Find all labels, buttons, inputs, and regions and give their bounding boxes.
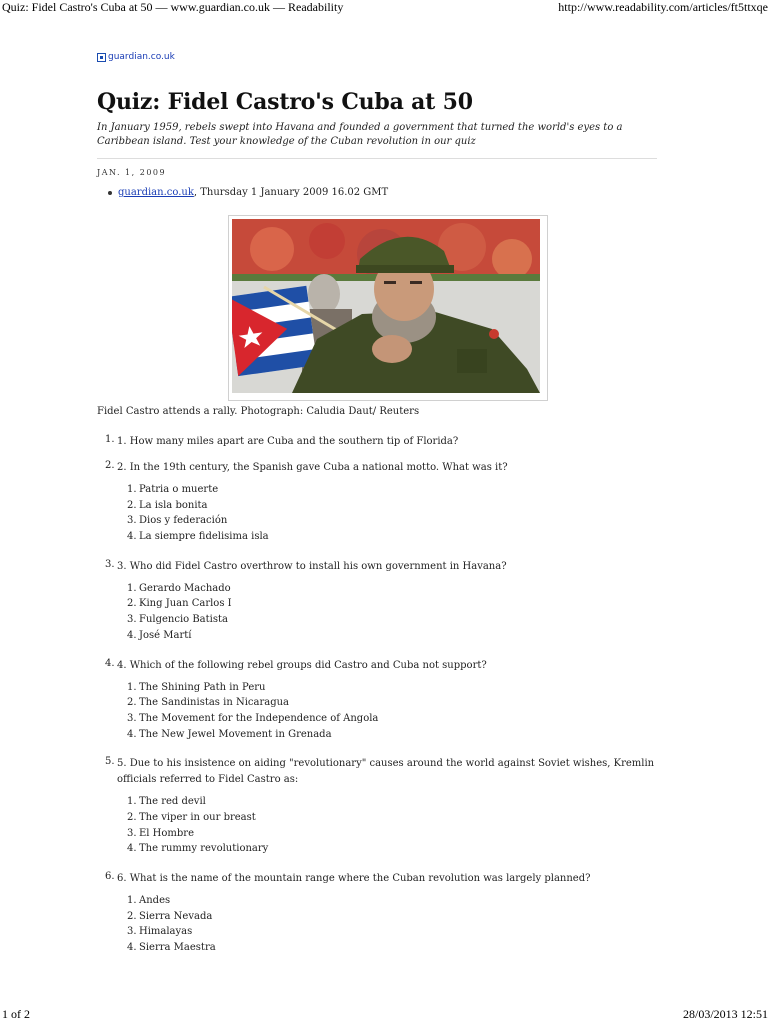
photo-illustration	[232, 219, 540, 393]
answer-option	[97, 581, 671, 597]
option-number: 1.	[127, 484, 137, 495]
guardian-favicon-icon	[97, 53, 106, 62]
question-text: 6. What is the name of the mountain range where the Cuban revolution was largely planned?	[117, 873, 591, 884]
option-number: 4.	[127, 942, 137, 954]
answer-option	[97, 794, 671, 810]
answer-option	[97, 498, 671, 514]
quiz-list	[97, 434, 671, 970]
print-footer-datetime: 28/03/2013 12:51	[682, 1007, 768, 1021]
option-number: 4.	[127, 843, 137, 855]
byline-item	[118, 187, 671, 198]
option-text: Himalayas	[139, 926, 193, 938]
quiz-question	[97, 460, 671, 545]
option-number: 3.	[127, 827, 137, 839]
option-number: 3.	[127, 614, 137, 626]
option-text: The Movement for the Independence of Angola	[139, 712, 379, 724]
question-text: 4. Which of the following rebel groups did Castro and Cuba not support?	[117, 659, 487, 671]
option-number: 3.	[127, 515, 137, 527]
quiz-question	[97, 871, 671, 956]
option-number: 2.	[127, 697, 137, 709]
source-line	[97, 52, 671, 62]
answer-option	[97, 940, 671, 956]
answer-option	[97, 695, 671, 711]
answer-option	[97, 727, 671, 743]
option-text: Sierra Nevada	[139, 910, 213, 922]
answer-options	[97, 581, 671, 644]
answer-options	[97, 482, 671, 545]
option-text: Sierra Maestra	[139, 942, 216, 954]
quiz-question	[97, 756, 671, 857]
option-number: 1.	[127, 681, 137, 693]
option-text: The Shining Path in Peru	[139, 681, 266, 693]
option-text: Fulgencio Batista	[139, 614, 228, 626]
answer-option	[97, 529, 671, 545]
question-text: 3. Who did Fidel Castro overthrow to install his own government in Havana?	[117, 560, 507, 572]
answer-option	[97, 513, 671, 529]
option-text: Andes	[139, 895, 171, 906]
question-number: 3.	[105, 558, 115, 570]
print-footer-page: 1 of 2	[2, 1007, 30, 1021]
option-number: 2.	[127, 811, 137, 823]
answer-options	[97, 794, 671, 857]
answer-option	[97, 628, 671, 644]
option-text: José Martí	[139, 629, 192, 641]
question-text: 1. How many miles apart are Cuba and the southern tip of Florida?	[117, 436, 459, 447]
print-header	[0, 0, 768, 16]
option-number: 4.	[127, 629, 137, 641]
option-number: 2.	[127, 598, 137, 610]
byline	[97, 187, 671, 198]
option-number: 3.	[127, 926, 137, 938]
answer-option	[97, 680, 671, 696]
article-date: JAN. 1, 2009	[97, 168, 167, 177]
source-link[interactable]: guardian.co.uk	[108, 52, 175, 62]
option-text: The rummy revolutionary	[139, 843, 269, 855]
quiz-question	[97, 434, 671, 450]
option-number: 4.	[127, 531, 137, 543]
answer-option	[97, 893, 671, 909]
answer-option	[97, 909, 671, 925]
answer-option	[97, 596, 671, 612]
option-number: 1.	[127, 582, 137, 594]
print-header-title: Quiz: Fidel Castro's Cuba at 50 — www.guardian.co.uk — Readability	[2, 0, 344, 14]
article	[97, 52, 671, 954]
castro-photo	[232, 219, 540, 393]
option-text: El Hombre	[139, 827, 194, 839]
option-text: King Juan Carlos I	[139, 598, 232, 610]
answer-option	[97, 612, 671, 628]
article-photo-frame	[228, 215, 548, 401]
answer-option	[97, 924, 671, 940]
print-footer	[0, 1006, 768, 1022]
byline-date-text: , Thursday 1 January 2009 16.02 GMT	[193, 187, 389, 198]
option-number: 1.	[127, 796, 137, 808]
option-number: 2.	[127, 910, 137, 922]
option-text: Dios y federación	[139, 515, 228, 527]
option-number: 1.	[127, 895, 137, 906]
option-text: Patria o muerte	[139, 484, 219, 495]
question-number: 5.	[105, 756, 115, 768]
answer-options	[97, 680, 671, 743]
quiz-question	[97, 658, 671, 743]
question-number: 2.	[105, 460, 115, 471]
option-text: The New Jewel Movement in Grenada	[139, 728, 332, 740]
option-text: The Sandinistas in Nicaragua	[139, 697, 289, 709]
option-number: 2.	[127, 499, 137, 511]
question-text: 2. In the 19th century, the Spanish gave Cuba a national motto. What was it?	[117, 462, 508, 473]
option-text: Gerardo Machado	[139, 582, 231, 594]
quiz-question	[97, 559, 671, 644]
option-number: 3.	[127, 712, 137, 724]
answer-option	[97, 826, 671, 842]
article-title: Quiz: Fidel Castro's Cuba at 50	[97, 89, 473, 115]
option-text: The viper in our breast	[139, 811, 256, 823]
answer-option	[97, 841, 671, 857]
question-number: 6.	[105, 871, 115, 882]
question-number: 1.	[105, 434, 115, 445]
option-text: La siempre fidelisima isla	[139, 531, 269, 543]
byline-source-link[interactable]: guardian.co.uk	[118, 187, 194, 198]
article-standfirst: In January 1959, rebels swept into Havana and founded a government that turned the world's eyes to a Caribbean island. Test your knowledge of the Cuban revolution in our quiz	[97, 121, 657, 159]
question-text: 5. Due to his insistence on aiding "revolutionary" causes around the world against Soviet wishes, Kremlin officials referred to Fidel Castro as:	[117, 758, 655, 786]
option-text: La isla bonita	[139, 499, 208, 511]
answer-option	[97, 711, 671, 727]
photo-caption: Fidel Castro attends a rally. Photograph: Caludia Daut/ Reuters	[97, 406, 420, 417]
print-header-url: http://www.readability.com/articles/ft5ttxqe	[558, 0, 768, 14]
option-number: 4.	[127, 728, 137, 740]
answer-options	[97, 893, 671, 956]
answer-option	[97, 482, 671, 498]
option-text: The red devil	[139, 796, 206, 808]
question-number: 4.	[105, 657, 115, 669]
answer-option	[97, 810, 671, 826]
